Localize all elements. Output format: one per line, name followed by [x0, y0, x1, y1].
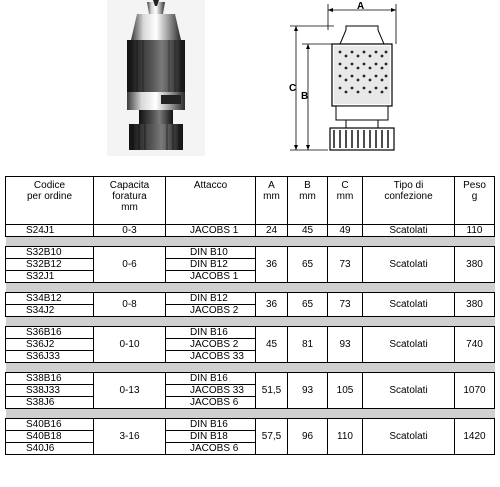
- header-attacco: Attacco: [166, 177, 256, 225]
- attacco-cell: JACOBS 1: [166, 271, 256, 283]
- tipo-cell: Scatolati: [363, 419, 455, 455]
- c-cell: 49: [328, 225, 363, 237]
- attacco-cell: DIN B10: [166, 247, 256, 259]
- attacco-cell: JACOBS 6: [166, 443, 256, 455]
- codice-cell: S40J6: [6, 443, 94, 455]
- tipo-cell: Scatolati: [363, 293, 455, 317]
- tipo-cell: Scatolati: [363, 247, 455, 283]
- attacco-cell: DIN B16: [166, 373, 256, 385]
- attacco-cell: DIN B12: [166, 259, 256, 271]
- technical-drawing: [288, 0, 404, 158]
- drill-chuck-photo: [107, 0, 205, 156]
- codice-cell: S34B12: [6, 293, 94, 305]
- codice-cell: S36B16: [6, 327, 94, 339]
- attacco-cell: JACOBS 2: [166, 305, 256, 317]
- capacita-cell: 0-10: [94, 327, 166, 363]
- b-cell: 93: [288, 373, 328, 409]
- codice-cell: S34J2: [6, 305, 94, 317]
- c-cell: 73: [328, 293, 363, 317]
- a-cell: 51,5: [256, 373, 288, 409]
- b-cell: 96: [288, 419, 328, 455]
- a-cell: 24: [256, 225, 288, 237]
- dimension-label-c: C: [289, 83, 297, 94]
- table-row: [6, 327, 495, 339]
- c-cell: 93: [328, 327, 363, 363]
- codice-cell: S38J6: [6, 397, 94, 409]
- a-cell: 36: [256, 293, 288, 317]
- capacita-cell: 0-8: [94, 293, 166, 317]
- peso-cell: 740: [455, 327, 495, 363]
- group-separator: [6, 317, 495, 327]
- peso-cell: 380: [455, 247, 495, 283]
- table-row: [6, 293, 495, 305]
- group-separator: [6, 409, 495, 419]
- peso-cell: 1420: [455, 419, 495, 455]
- header-capacita: Capacita foratura mm: [94, 177, 166, 225]
- attacco-cell: DIN B18: [166, 431, 256, 443]
- tipo-cell: Scatolati: [363, 225, 455, 237]
- dimension-label-a: A: [357, 1, 365, 12]
- codice-cell: S32B10: [6, 247, 94, 259]
- peso-cell: 110: [455, 225, 495, 237]
- table-row: [6, 247, 495, 259]
- table-header-row: [6, 177, 495, 225]
- group-separator: [6, 363, 495, 373]
- codice-cell: S32B12: [6, 259, 94, 271]
- table-row: [6, 225, 495, 237]
- table-row: [6, 373, 495, 385]
- attacco-cell: DIN B12: [166, 293, 256, 305]
- attacco-cell: DIN B16: [166, 419, 256, 431]
- header-a: A mm: [256, 177, 288, 225]
- group-separator: [6, 237, 495, 247]
- header-b: B mm: [288, 177, 328, 225]
- header-peso: Peso g: [455, 177, 495, 225]
- codice-cell: S32J1: [6, 271, 94, 283]
- c-cell: 73: [328, 247, 363, 283]
- tipo-cell: Scatolati: [363, 373, 455, 409]
- group-separator: [6, 283, 495, 293]
- c-cell: 110: [328, 419, 363, 455]
- codice-cell: S38J33: [6, 385, 94, 397]
- capacita-cell: 3-16: [94, 419, 166, 455]
- table-row: [6, 419, 495, 431]
- specification-table: [5, 176, 495, 455]
- header-c: C mm: [328, 177, 363, 225]
- dimension-label-b: B: [301, 91, 309, 102]
- a-cell: 57,5: [256, 419, 288, 455]
- capacita-cell: 0-6: [94, 247, 166, 283]
- codice-cell: S24J1: [6, 225, 94, 237]
- a-cell: 45: [256, 327, 288, 363]
- codice-cell: S40B18: [6, 431, 94, 443]
- a-cell: 36: [256, 247, 288, 283]
- codice-cell: S36J2: [6, 339, 94, 351]
- header-codice: Codice per ordine: [6, 177, 94, 225]
- attacco-cell: JACOBS 33: [166, 351, 256, 363]
- peso-cell: 1070: [455, 373, 495, 409]
- codice-cell: S38B16: [6, 373, 94, 385]
- codice-cell: S40B16: [6, 419, 94, 431]
- c-cell: 105: [328, 373, 363, 409]
- b-cell: 65: [288, 293, 328, 317]
- capacita-cell: 0-13: [94, 373, 166, 409]
- attacco-cell: DIN B16: [166, 327, 256, 339]
- attacco-cell: JACOBS 33: [166, 385, 256, 397]
- attacco-cell: JACOBS 6: [166, 397, 256, 409]
- capacita-cell: 0-3: [94, 225, 166, 237]
- tipo-cell: Scatolati: [363, 327, 455, 363]
- b-cell: 45: [288, 225, 328, 237]
- attacco-cell: JACOBS 2: [166, 339, 256, 351]
- header-tipo: Tipo di confezione: [363, 177, 455, 225]
- attacco-cell: JACOBS 1: [166, 225, 256, 237]
- b-cell: 81: [288, 327, 328, 363]
- codice-cell: S36J33: [6, 351, 94, 363]
- peso-cell: 380: [455, 293, 495, 317]
- b-cell: 65: [288, 247, 328, 283]
